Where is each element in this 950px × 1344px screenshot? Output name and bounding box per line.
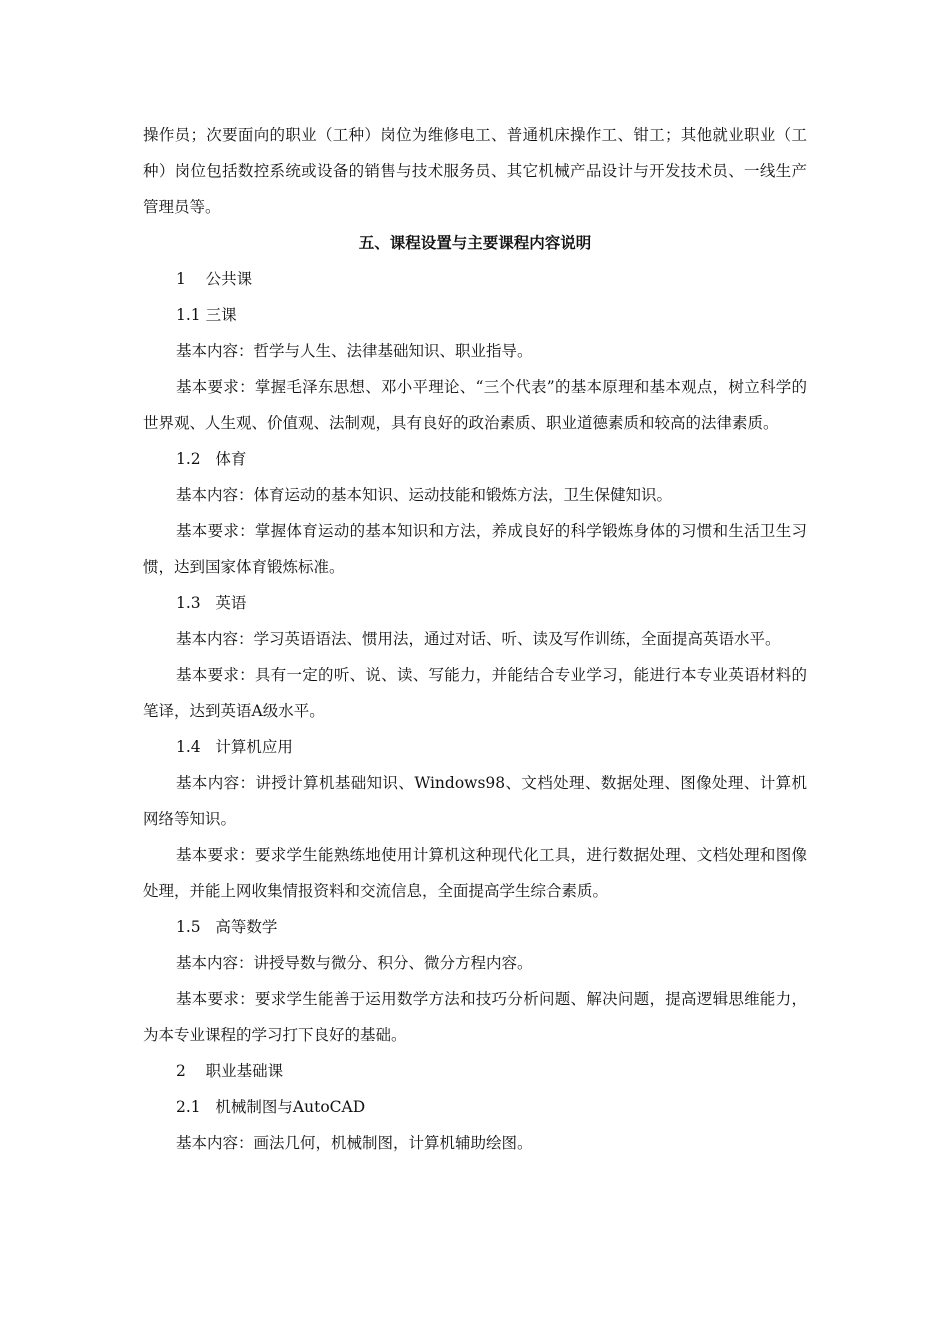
paragraph-pe-content: 基本内容：体育运动的基本知识、运动技能和锻炼方法，卫生保健知识。 — [176, 486, 673, 504]
section-heading-courses: 五、课程设置与主要课程内容说明 — [358, 234, 592, 252]
paragraph-math-requirements: 基本要求：要求学生能善于运用数学方法和技巧分析问题、解决问题，提高逻辑思维能力，为本专业课程的学习打下良好的基础。 — [143, 990, 807, 1044]
subheading-pe: 1.2 体育 — [176, 450, 247, 468]
document-body — [143, 117, 807, 1161]
paragraph-job-positions: 操作员；次要面向的职业（工种）岗位为维修电工、普通机床操作工、钳工；其他就业职业（工种）岗位包括数控系统或设备的销售与技术服务员、其它机械产品设计与开发技术员、一线生产管理员等。 — [143, 126, 807, 216]
subheading-computer: 1.4 计算机应用 — [176, 738, 293, 756]
subheading-vocational-basics: 2 职业基础课 — [176, 1062, 284, 1080]
paragraph-three-courses-content: 基本内容：哲学与人生、法律基础知识、职业指导。 — [176, 342, 533, 360]
subheading-english: 1.3 英语 — [176, 594, 247, 612]
paragraph-math-content: 基本内容：讲授导数与微分、积分、微分方程内容。 — [176, 954, 533, 972]
subheading-drawing-autocad: 2.1 机械制图与AutoCAD — [176, 1098, 366, 1116]
paragraph-pe-requirements: 基本要求：掌握体育运动的基本知识和方法，养成良好的科学锻炼身体的习惯和生活卫生习惯，达到国家体育锻炼标准。 — [143, 522, 807, 576]
paragraph-drawing-content: 基本内容：画法几何，机械制图，计算机辅助绘图。 — [176, 1134, 533, 1152]
subheading-math: 1.5 高等数学 — [176, 918, 278, 936]
paragraph-computer-requirements: 基本要求：要求学生能熟练地使用计算机这种现代化工具，进行数据处理、文档处理和图像处理，并能上网收集情报资料和交流信息，全面提高学生综合素质。 — [143, 846, 807, 900]
paragraph-english-content: 基本内容：学习英语语法、惯用法，通过对话、听、读及写作训练，全面提高英语水平。 — [176, 630, 781, 648]
subheading-three-courses: 1.1 三课 — [176, 306, 237, 324]
paragraph-english-requirements: 基本要求：具有一定的听、说、读、写能力，并能结合专业学习，能进行本专业英语材料的笔译，达到英语A级水平。 — [143, 666, 807, 720]
paragraph-three-courses-requirements: 基本要求：掌握毛泽东思想、邓小平理论、“三个代表”的基本原理和基本观点，树立科学的世界观、人生观、价值观、法制观，具有良好的政治素质、职业道德素质和较高的法律素质。 — [143, 378, 807, 432]
paragraph-computer-content: 基本内容：讲授计算机基础知识、Windows98、文档处理、数据处理、图像处理、计算机网络等知识。 — [143, 774, 807, 828]
subheading-public-courses: 1 公共课 — [176, 270, 253, 288]
